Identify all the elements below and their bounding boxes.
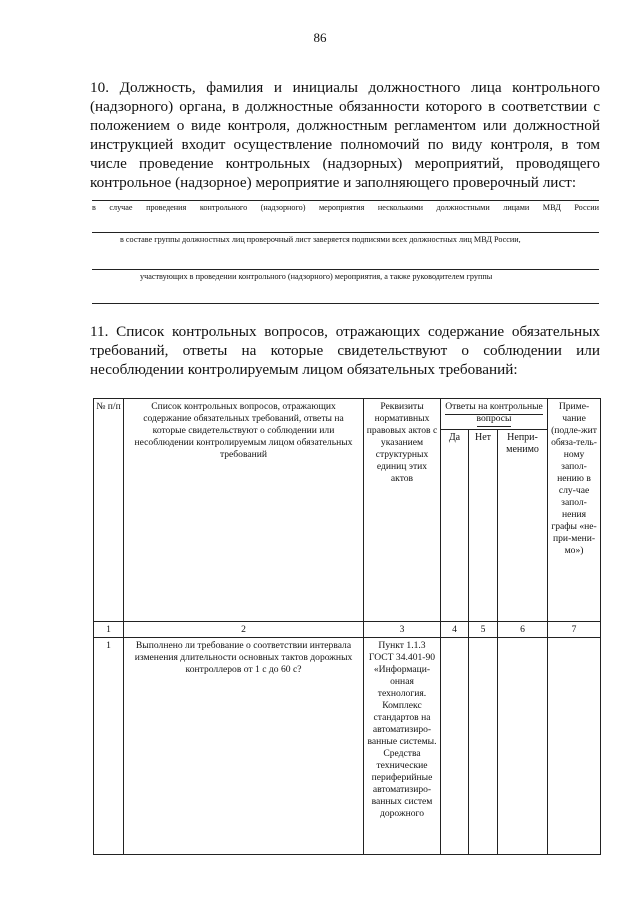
- answer-no-cell[interactable]: [469, 638, 498, 855]
- signature-line-1: [92, 200, 599, 201]
- section-10-note-line-3: участвующих в проведении контрольного (надзорного) мероприятия, а также руководителем группы: [140, 272, 493, 281]
- section-10-note-line-1: в случае проведения контрольного (надзорного) мероприятия несколькими должностными лицами МВД России: [92, 203, 599, 212]
- answer-na-cell[interactable]: [498, 638, 548, 855]
- row-note-cell[interactable]: [548, 638, 601, 855]
- column-number: 4: [441, 622, 469, 638]
- table-row: [94, 638, 601, 855]
- column-number: 1: [94, 622, 124, 638]
- row-requisites: Пункт 1.1.3 ГОСТ 34.401-90 «Информаци-онная технология. Комплекс стандартов на автоматизиро-ванные системы. Средства технические периферийные автоматизиро-ванных систем дорожного: [364, 638, 441, 855]
- section-10-text: 10. Должность, фамилия и инициалы должностного лица контрольного (надзорного) органа, в должностные обязанности которого в соответствии с положением о виде контроля, должностным регламентом или должностной инструкцией входит осуществление полномочий по виду контроля, в том числе проведение контрольных (надзорных) мероприятий, проводящего контрольное (надзорное) мероприятие и заполняющего проверочный лист:: [90, 79, 600, 191]
- page-number: 86: [313, 30, 327, 45]
- row-num: 1: [94, 638, 124, 855]
- header-yes: Да: [441, 430, 469, 622]
- header-answers: [441, 399, 548, 430]
- column-number-row: [94, 622, 601, 638]
- section-11-text: 11. Список контрольных вопросов, отражающих содержание обязательных требований, ответы на которые свидетельствуют о соблюдении или несоблюдении контролируемым лицом обязательных требований:: [90, 323, 600, 378]
- checklist-table: [93, 398, 601, 855]
- row-question: Выполнено ли требование о соответствии интервала изменения длительности основных тактов дорожных контроллеров от 1 с до 60 с?: [124, 638, 364, 855]
- header-na: Непри-менимо: [498, 430, 548, 622]
- column-number: 7: [548, 622, 601, 638]
- header-question: Список контрольных вопросов, отражающих содержание обязательных требований, ответы на которые свидетельствуют о соблюдении или несоблюдении контролируемым лицом обязательных требований: [124, 399, 364, 622]
- column-number: 3: [364, 622, 441, 638]
- header-num: № п/п: [94, 399, 124, 622]
- signature-line-2: [92, 232, 599, 233]
- header-requisites: Реквизиты нормативных правовых актов с указанием структурных единиц этих актов: [364, 399, 441, 622]
- header-answers-label: Ответы на контрольные вопросы: [445, 401, 543, 427]
- answer-yes-cell[interactable]: [441, 638, 469, 855]
- header-note: Приме-чание (подле-жит обяза-тель-ному запол-нению в слу-чае запол-нения графы «не-при-мени-мо»): [548, 399, 601, 622]
- header-no: Нет: [469, 430, 498, 622]
- signature-line-3: [92, 269, 599, 270]
- column-number: 6: [498, 622, 548, 638]
- column-number: 2: [124, 622, 364, 638]
- signature-line-4: [92, 303, 599, 304]
- section-10-note-line-2: в составе группы должностных лиц проверочный лист заверяется подписями всех должностных лиц МВД России,: [120, 235, 521, 244]
- table-header-row: [94, 399, 601, 430]
- column-number: 5: [469, 622, 498, 638]
